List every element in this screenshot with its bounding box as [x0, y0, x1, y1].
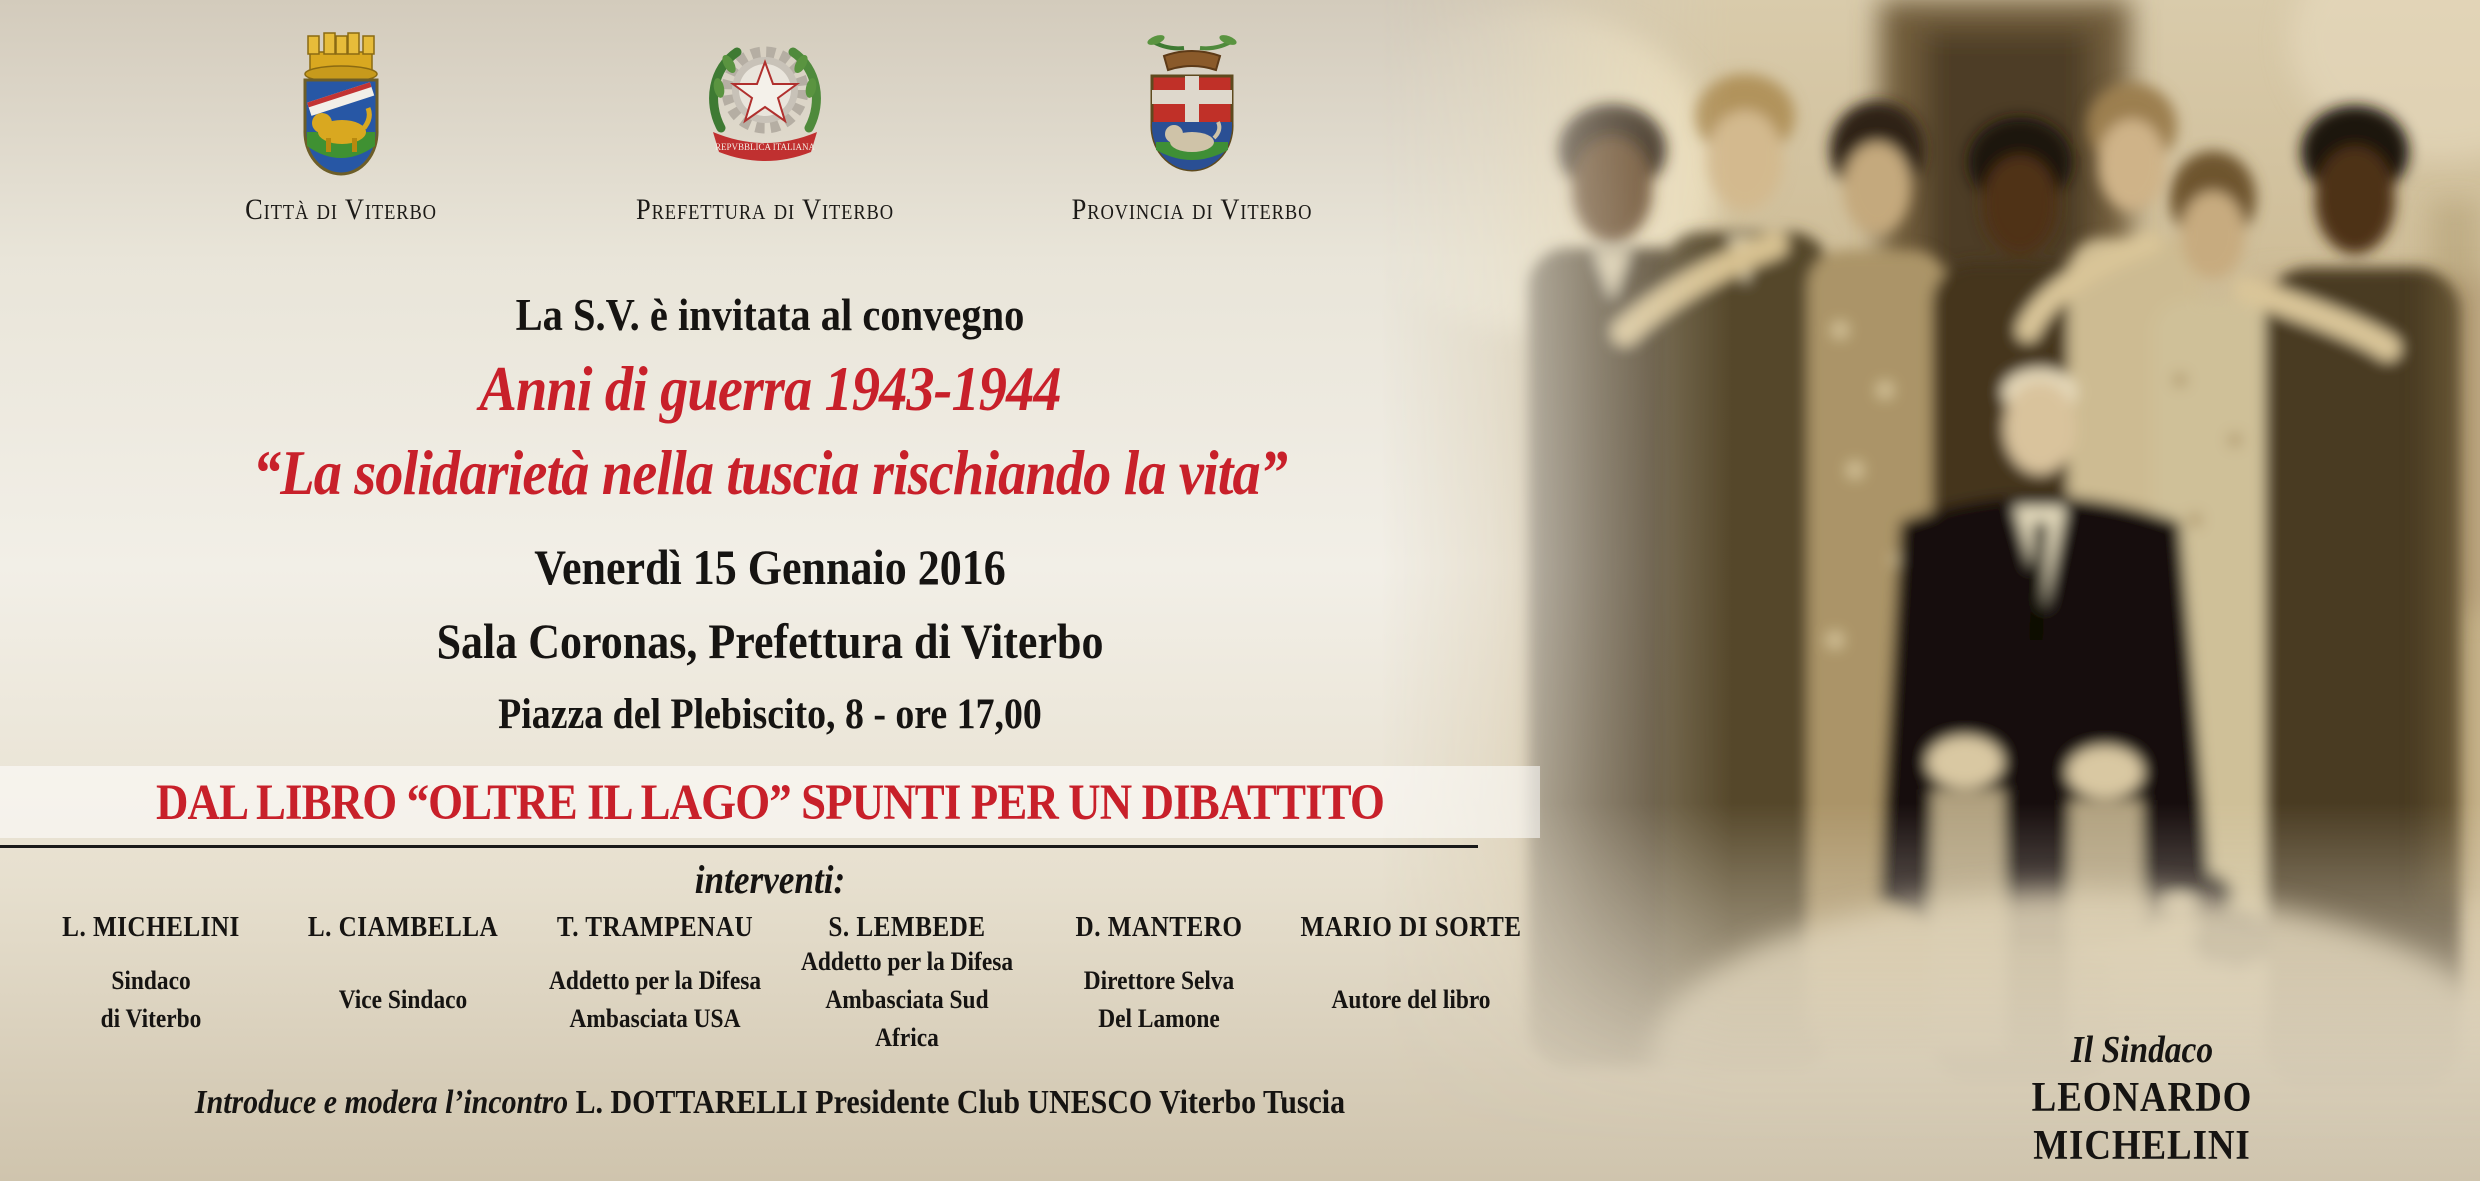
speaker-trampenau	[542, 912, 769, 1048]
speaker-mantero	[1046, 912, 1273, 1048]
speaker-michelini	[38, 912, 265, 1048]
speaker-di-sorte	[1298, 912, 1525, 1048]
speaker-ciambella	[290, 912, 517, 1048]
logo-caption-provincia: Provincia di Viterbo	[1071, 193, 1313, 226]
speaker-role	[794, 947, 1021, 1052]
moderator-name-title: L. DOTTARELLI Presidente Club UNESCO Viterbo Tuscia	[568, 1084, 1346, 1121]
speaker-role	[1298, 952, 1525, 1048]
logo-citta-di-viterbo	[141, 28, 541, 227]
speaker-lembede	[794, 912, 1021, 1052]
speaker-name: T. TRAMPENAU	[556, 912, 754, 943]
speaker-role-line: Direttore Selva	[1083, 966, 1235, 996]
speaker-role	[542, 952, 769, 1048]
speaker-role-line: Autore del libro	[1331, 985, 1491, 1015]
invitation-intro: La S.V. è invitata al convegno	[515, 289, 1025, 340]
headline-underline-rule	[0, 845, 1478, 848]
speakers-row	[25, 912, 1537, 1052]
speaker-role-line: Addetto per la Difesa	[800, 947, 1014, 977]
moderator-line	[92, 1084, 1447, 1122]
speaker-role-line: di Viterbo	[100, 1004, 202, 1033]
logo-provincia-di-viterbo	[992, 28, 1392, 227]
logo-caption-citta: Città di Viterbo	[245, 193, 437, 226]
signature-name: LEONARDO MICHELINI	[2031, 1075, 2253, 1169]
event-title-line1: Anni di guerra 1943-1944	[479, 353, 1061, 424]
svg-text:REPVBBLICA ITALIANA: REPVBBLICA ITALIANA	[714, 142, 816, 152]
speaker-role	[38, 952, 265, 1048]
logo-prefettura-di-viterbo	[565, 28, 965, 227]
event-venue: Sala Coronas, Prefettura di Viterbo	[436, 613, 1104, 669]
logo-caption-prefettura: Prefettura di Viterbo	[636, 193, 894, 226]
signature-role: Il Sindaco	[2070, 1029, 2214, 1071]
speaker-role-line: Ambasciata USA	[569, 1004, 741, 1033]
speaker-role-line: Del Lamone	[1098, 1004, 1220, 1033]
speaker-role-line: Vice Sindaco	[338, 985, 468, 1015]
event-date: Venerdì 15 Gennaio 2016	[534, 539, 1006, 595]
speaker-role-line: Addetto per la Difesa	[548, 966, 762, 996]
signature-block	[1892, 1028, 2392, 1170]
historic-group-photo	[1380, 0, 2480, 1181]
speaker-role-line: Ambasciata Sud Africa	[825, 985, 989, 1052]
speakers-label: interventi:	[694, 857, 846, 902]
speaker-role	[290, 952, 517, 1048]
speaker-name: MARIO DI SORTE	[1300, 912, 1522, 943]
speaker-name: L. MICHELINI	[62, 912, 240, 943]
event-address-time: Piazza del Plebiscito, 8 - ore 17,00	[498, 691, 1042, 738]
event-title-line2: “La solidarietà nella tuscia rischiando la vita”	[252, 437, 1288, 508]
speaker-role	[1046, 952, 1273, 1048]
speaker-name: L. CIAMBELLA	[307, 912, 499, 943]
sepia-photo-graphic	[1380, 0, 2480, 1181]
moderator-intro: Introduce e modera l’incontro	[194, 1084, 569, 1121]
provincia-di-viterbo-crest-icon	[1126, 28, 1258, 178]
speaker-name: D. MANTERO	[1075, 912, 1243, 943]
citta-di-viterbo-crest-icon	[280, 28, 402, 178]
repubblica-italiana-emblem-icon	[699, 28, 831, 178]
speaker-role-line: Sindaco	[111, 966, 191, 996]
speaker-name: S. LEMBEDE	[828, 912, 986, 943]
debate-headline: DAL LIBRO “OLTRE IL LAGO” SPUNTI PER UN DIBATTITO	[156, 775, 1384, 831]
